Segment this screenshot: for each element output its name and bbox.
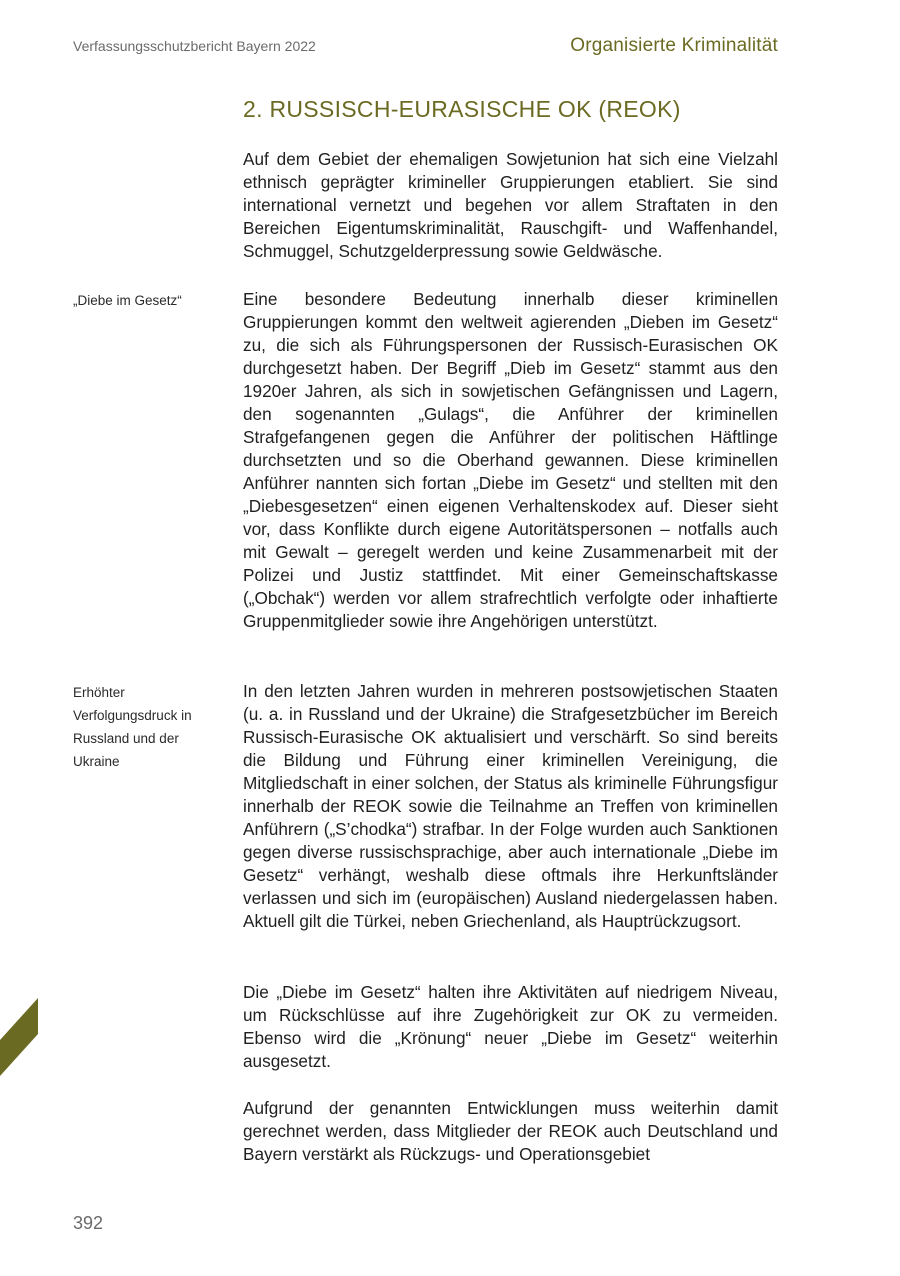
- paragraph-diebe-im-gesetz: Eine besondere Bedeutung innerhalb dieser kriminellen Gruppierungen kommt den weltweit agierenden „Dieben im Gesetz“ zu, die sich als Führungspersonen der Russisch-Eurasischen OK durchgesetzt haben. Der Begriff „Dieb im Gesetz“ stammt aus den 1920er Jahren, als sich in sowjetischen Gefängnissen und Lagern, den sogenannten „Gulags“, die Anführer der kriminellen Strafgefangenen gegen die Anführer der politischen Häftlinge durchsetzten und so die Oberhand gewannen. Diese kriminellen Anführer nannten sich fortan „Diebe im Gesetz“ und stellten mit den „Diebesgesetzen“ einen eigenen Verhaltenskodex auf. Dieser sieht vor, dass Konflikte durch eigene Autoritätspersonen – notfalls auch mit Gewalt – geregelt werden und keine Zusammenarbeit mit der Polizei und Justiz stattfindet. Mit einer Gemeinschaftskasse („Obchak“) werden vor allem strafrechtlich verfolgte oder inhaftierte Gruppenmitglieder sowie ihre Angehörigen unterstützt.: [243, 289, 778, 631]
- page-number: 392: [73, 1213, 104, 1233]
- chapter-edge-marker: [0, 998, 38, 1076]
- chapter-heading: 2. RUSSISCH-EURASISCHE OK (REOK): [243, 96, 681, 122]
- edge-marker-shape: [0, 998, 38, 1076]
- section-title: Organisierte Kriminalität: [570, 35, 778, 56]
- paragraph-aktivitaeten: Die „Diebe im Gesetz“ halten ihre Aktivitäten auf niedrigem Niveau, um Rückschlüsse auf ihre Zugehörigkeit zur OK zu vermeiden. Ebenso wird die „Krönung“ neuer „Diebe im Gesetz“ weiterhin ausgesetzt.: [243, 982, 778, 1071]
- running-head: Verfassungsschutzbericht Bayern 2022: [73, 38, 316, 54]
- paragraph-entwicklungen: Aufgrund der genannten Entwicklungen muss weiterhin damit gerechnet werden, dass Mitglieder der REOK auch Deutschland und Bayern verstärkt als Rückzugs- und Operationsgebiet: [243, 1098, 778, 1164]
- margin-note-verfolgungsdruck: Erhöhter Verfolgungsdruck in Russland und der Ukraine: [73, 685, 192, 769]
- paragraph-strafgesetze: In den letzten Jahren wurden in mehreren postsowjetischen Staaten (u. a. in Russland und der Ukraine) die Strafgesetzbücher im Bereich Russisch-Eurasische OK aktualisiert und verschärft. So sind bereits die Bildung und Führung einer kriminellen Vereinigung, die Mitgliedschaft in einer solchen, der Status als kriminelle Führungsfigur innerhalb der REOK sowie die Teilnahme an Treffen von kriminellen Anführern („S’chodka“) strafbar. In der Folge wurden auch Sanktionen gegen diverse russischsprachige, aber auch internationale „Diebe im Gesetz“ verhängt, weshalb diese oftmals ihre Herkunftsländer verlassen und sich im (europäischen) Ausland niedergelassen haben. Aktuell gilt die Türkei, neben Griechenland, als Hauptrückzugsort.: [243, 681, 778, 931]
- paragraph-intro: Auf dem Gebiet der ehemaligen Sowjetunion hat sich eine Vielzahl ethnisch geprägter krimineller Gruppierungen etabliert. Sie sind international vernetzt und begehen vor allem Straftaten in den Bereichen Eigentumskriminalität, Rauschgift- und Waffenhandel, Schmuggel, Schutzgelderpressung sowie Geldwäsche.: [243, 149, 778, 261]
- margin-note-diebe: „Diebe im Gesetz“: [73, 293, 182, 308]
